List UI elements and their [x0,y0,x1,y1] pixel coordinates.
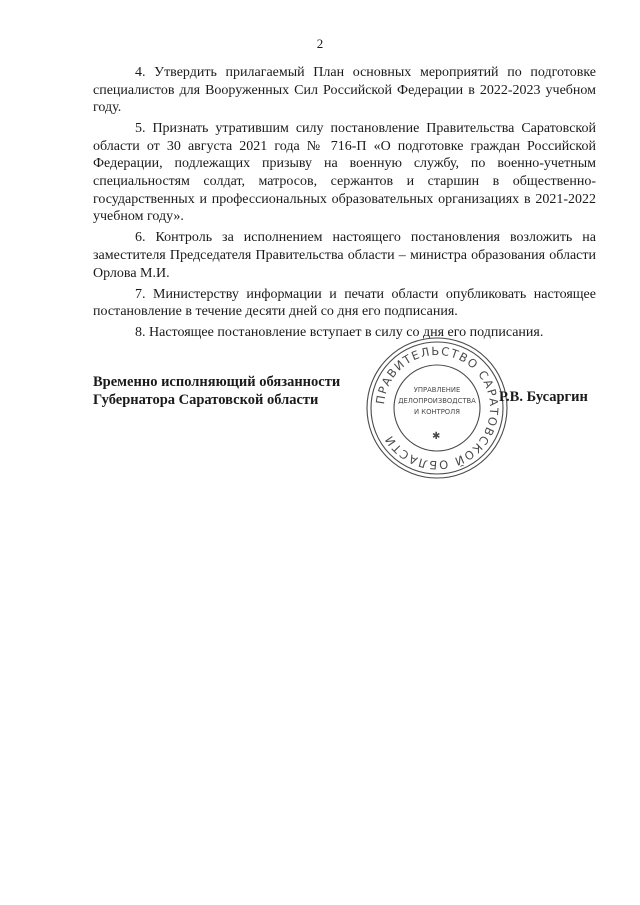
signature-position-line-1: Временно исполняющий обязанности [93,374,341,390]
seal-center-line-3: И КОНТРОЛЯ [414,408,460,416]
paragraph-4: 4. Утвердить прилагаемый План основных мероприятий по подготовке специалистов для Вооруженных Сил Российской Федерации в 2022-2023 учебном году. [93,65,596,116]
seal-star-icon: ✱ [432,431,441,442]
seal-center-line-2: ДЕЛОПРОИЗВОДСТВА [398,397,476,405]
page-number: 2 [316,36,324,51]
seal-center-line-1: УПРАВЛЕНИЕ [413,386,461,394]
paragraph-8: 8. Настоящее постановление вступает в силу со дня его подписания. [135,325,544,340]
signature-position [93,373,340,409]
seal-ring-text: ПРАВИТЕЛЬСТВО САРАТОВСКОЙ ОБЛАСТИ [373,343,502,473]
signature-position-line-2: Губернатора Саратовской области [93,392,319,408]
paragraph-6: 6. Контроль за исполнением настоящего постановления возложить на заместителя Председателя Правительства области – министра образования области Орлова М.И. [93,230,596,281]
signer-name: Р.В. Бусаргин [499,389,588,405]
official-seal [364,335,510,481]
paragraph-5: 5. Признать утратившим силу постановление Правительства Саратовской области от 30 августа 2021 года № 716-П «О подготовке граждан Российской Федерации, подлежащих призыву на военную службу, по военно-учетным специальностям солдат, матросов, сержантов и старшин в общественно-государственных и профессиональных образовательных организациях в 2021-2022 учебном году». [93,121,596,225]
paragraph-7: 7. Министерству информации и печати области опубликовать настоящее постановление в течение десяти дней со дня его подписания. [93,286,596,320]
document-body [93,64,596,343]
